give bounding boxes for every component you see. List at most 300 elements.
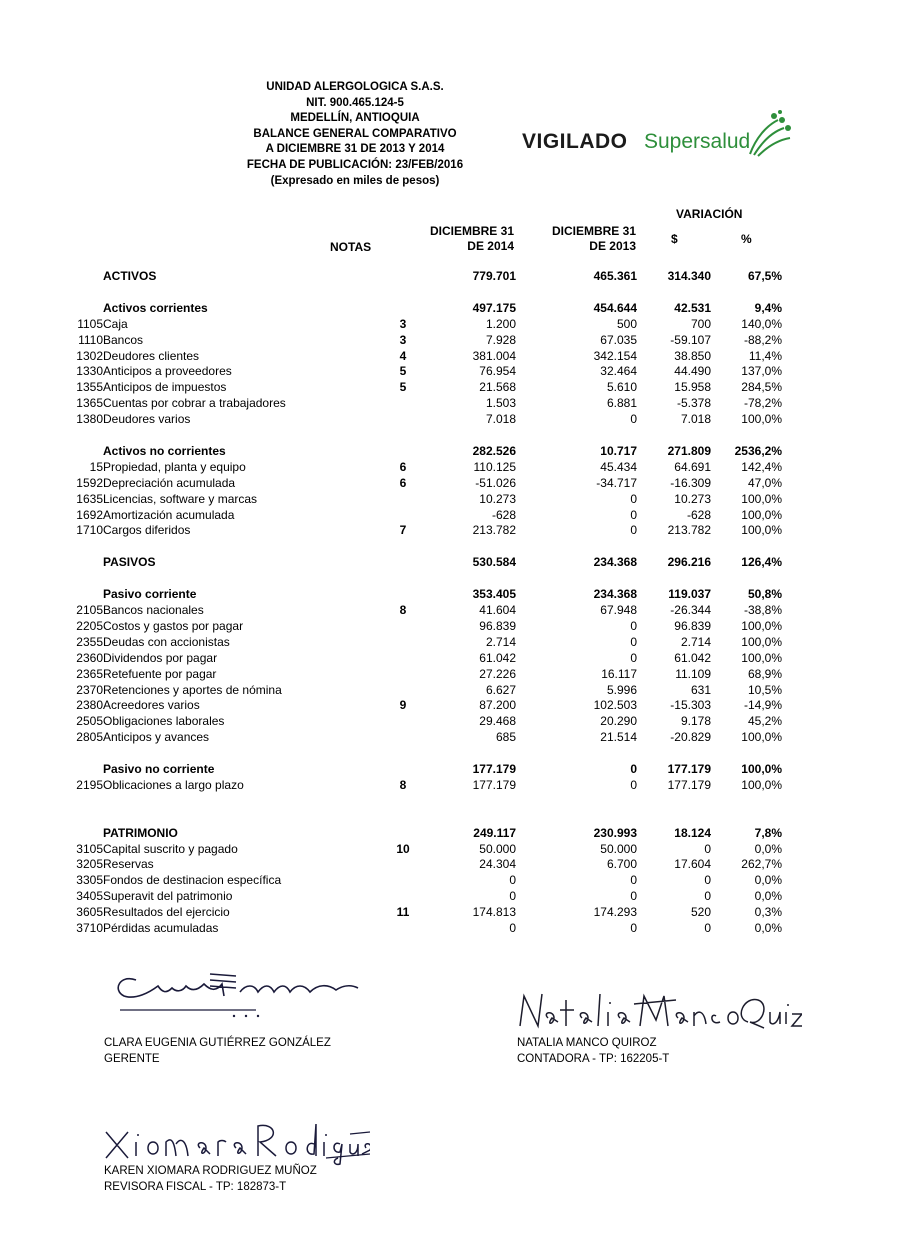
account-code: 1330 (76, 364, 103, 379)
variation-amount: -15.303 (670, 698, 711, 713)
publication-date: FECHA DE PUBLICACIÓN: 23/FEB/2016 (246, 158, 464, 171)
variation-percent: 10,5% (747, 682, 782, 697)
company-city: MEDELLÍN, ANTIOQUIA (290, 112, 420, 125)
account-note (373, 921, 433, 937)
account-row (48, 619, 782, 635)
variation-percent: 100,0% (741, 634, 782, 649)
variation-percent: 9,4% (754, 300, 782, 315)
variation-amount: 213.782 (667, 523, 711, 538)
spacer-row (48, 428, 782, 444)
variation-amount: 15.958 (674, 380, 711, 395)
account-code: 1710 (76, 523, 103, 538)
revisora-block (104, 1164, 317, 1195)
col-header-var-abs: $ (671, 232, 678, 246)
variation-amount: 296.216 (667, 555, 711, 570)
account-name: Reservas (103, 857, 154, 872)
account-note (373, 412, 433, 428)
account-note: 5 (399, 380, 407, 395)
variation-percent: 11,4% (748, 348, 782, 363)
account-name: Anticipos y avances (103, 730, 210, 745)
account-name: Superavit del patrimonio (103, 889, 233, 904)
account-row (48, 492, 782, 508)
account-code (48, 826, 103, 842)
variation-amount: -5.378 (676, 396, 711, 411)
account-name: Activos corrientes (103, 300, 208, 315)
company-name: UNIDAD ALERGOLOGICA S.A.S. (266, 81, 444, 93)
variation-amount: 631 (690, 682, 711, 697)
account-name: ACTIVOS (103, 269, 157, 283)
value-2013: 0 (630, 889, 637, 904)
value-2013: 21.514 (600, 730, 637, 745)
value-2013: 0 (630, 762, 637, 777)
report-title: BALANCE GENERAL COMPARATIVO (253, 127, 457, 140)
account-name: PASIVOS (103, 555, 156, 570)
variation-percent: 126,4% (741, 555, 782, 570)
account-note (373, 492, 433, 508)
account-name: Cargos diferidos (103, 523, 191, 538)
account-name: Deudas con accionistas (103, 634, 230, 649)
account-name: Depreciación acumulada (103, 475, 236, 490)
account-row (48, 698, 782, 714)
variation-amount: 314.340 (667, 269, 711, 283)
variation-amount: 18.124 (674, 825, 711, 840)
value-2013: 0 (630, 618, 637, 633)
account-name: Bancos nacionales (103, 602, 204, 617)
currency-note: (Expresado en miles de pesos) (270, 174, 440, 187)
value-2014: 96.839 (479, 618, 516, 633)
value-2014: 76.954 (479, 364, 516, 379)
value-2013: 0 (630, 491, 637, 506)
value-2013: 342.154 (593, 348, 637, 363)
account-note: 8 (399, 602, 407, 617)
gerente-block (104, 1036, 331, 1067)
account-note: 6 (399, 475, 407, 490)
variation-percent: 47,0% (747, 475, 782, 490)
account-code: 1380 (76, 412, 103, 427)
variation-amount: 271.809 (667, 443, 711, 458)
value-2014: -628 (491, 507, 516, 522)
value-2014: 7.018 (485, 412, 516, 427)
value-2014: 6.627 (485, 682, 516, 697)
value-2013: 230.993 (593, 825, 637, 840)
account-row (48, 380, 782, 396)
spacer-cell (48, 794, 782, 810)
value-2013: 50.000 (600, 841, 637, 856)
value-2013: 500 (616, 316, 637, 331)
account-note (373, 555, 433, 571)
account-code: 2105 (76, 602, 103, 617)
account-code: 3305 (76, 873, 103, 888)
account-note (373, 683, 433, 699)
value-2013: 0 (630, 650, 637, 665)
variation-amount: -59.107 (670, 332, 711, 347)
account-code: 3710 (76, 921, 103, 936)
account-row (48, 523, 782, 539)
account-row (48, 730, 782, 746)
account-row (48, 460, 782, 476)
variation-amount: 700 (690, 316, 711, 331)
account-note: 7 (399, 523, 407, 538)
account-row (48, 873, 782, 889)
variation-amount: 9.178 (680, 714, 711, 729)
account-name: Resultados del ejercicio (103, 905, 230, 920)
value-2014: 41.604 (479, 602, 516, 617)
account-code: 2205 (76, 618, 103, 633)
account-note (373, 730, 433, 746)
value-2014: 110.125 (473, 459, 516, 474)
account-code: 3605 (76, 905, 103, 920)
account-row (48, 842, 782, 858)
value-2014: 779.701 (472, 269, 516, 283)
value-2013: 5.996 (606, 682, 637, 697)
spacer-row (48, 746, 782, 762)
value-2013: 6.881 (606, 396, 637, 411)
value-2013: 0 (630, 412, 637, 427)
variation-percent: 100,0% (741, 730, 782, 745)
account-code: 2360 (76, 650, 103, 665)
account-code: 2505 (76, 714, 103, 729)
spacer-row (48, 794, 782, 810)
gerente-role: GERENTE (104, 1052, 160, 1065)
contadora-name: NATALIA MANCO QUIROZ (517, 1037, 657, 1049)
variation-percent: 284,5% (741, 380, 782, 395)
section-total-row (48, 555, 782, 571)
value-2014: 685 (495, 730, 516, 745)
variation-amount: -16.309 (670, 475, 711, 490)
value-2014: 177.179 (472, 762, 516, 777)
variation-amount: 96.839 (674, 618, 711, 633)
variation-percent: 0,0% (754, 873, 782, 888)
col-header-var-pct: % (741, 232, 752, 246)
variation-percent: 100,0% (741, 491, 782, 506)
account-note: 10 (396, 841, 410, 856)
report-period: A DICIEMBRE 31 DE 2013 Y 2014 (265, 143, 445, 156)
account-note (373, 587, 433, 603)
account-row (48, 778, 782, 794)
account-row (48, 508, 782, 524)
value-2013: 6.700 (606, 857, 637, 872)
balance-table (48, 269, 782, 937)
section-total-row (48, 301, 782, 317)
variation-percent: 142,4% (741, 459, 782, 474)
account-note (373, 396, 433, 412)
account-note (373, 873, 433, 889)
section-total-row (48, 826, 782, 842)
variation-percent: 2536,2% (734, 443, 782, 458)
variation-percent: 0,0% (754, 841, 782, 856)
account-code: 2805 (76, 730, 103, 745)
account-note (373, 269, 433, 285)
value-2014: 177.179 (472, 777, 516, 792)
value-2014: 7.928 (485, 332, 516, 347)
variation-amount: 0 (704, 873, 711, 888)
value-2014: 282.526 (472, 443, 516, 458)
value-2014: 29.468 (479, 714, 516, 729)
value-2013: 5.610 (606, 380, 637, 395)
account-code: 3405 (76, 889, 103, 904)
contadora-signature-icon (512, 988, 802, 1040)
value-2013: 0 (630, 634, 637, 649)
variation-amount: 2.714 (680, 634, 711, 649)
account-note (373, 651, 433, 667)
variation-percent: 100,0% (741, 777, 782, 792)
account-code (48, 269, 103, 285)
value-2013: 10.717 (600, 443, 637, 458)
variation-amount: -628 (686, 507, 711, 522)
variation-percent: 100,0% (741, 618, 782, 633)
account-note (373, 889, 433, 905)
account-code: 2355 (76, 634, 103, 649)
account-name: Fondos de destinacion específica (103, 873, 282, 888)
account-code: 3105 (76, 841, 103, 856)
variation-percent: -78,2% (743, 396, 782, 411)
variation-percent: 0,0% (754, 889, 782, 904)
variation-percent: 0,3% (754, 905, 782, 920)
account-name: Oblicaciones a largo plazo (103, 777, 244, 792)
revisora-signature-icon (100, 1114, 370, 1166)
account-name: Anticipos de impuestos (103, 380, 227, 395)
variation-percent: 45,2% (747, 714, 782, 729)
variation-amount: 0 (704, 889, 711, 904)
account-code: 2370 (76, 682, 103, 697)
value-2014: -51.026 (475, 475, 516, 490)
account-note (373, 667, 433, 683)
value-2014: 1.503 (485, 396, 516, 411)
account-row (48, 857, 782, 873)
account-row (48, 651, 782, 667)
variation-amount: 42.531 (674, 300, 711, 315)
account-code: 1355 (76, 380, 103, 395)
account-code (48, 587, 103, 603)
account-code (48, 555, 103, 571)
value-2013: 465.361 (593, 269, 637, 283)
variation-percent: 100,0% (741, 523, 782, 538)
company-nit: NIT. 900.465.124-5 (306, 96, 404, 109)
account-code: 1302 (76, 348, 103, 363)
variation-percent: 7,8% (754, 825, 782, 840)
account-code: 15 (89, 459, 103, 474)
account-row (48, 349, 782, 365)
variation-percent: -14,9% (743, 698, 782, 713)
col-header-notas: NOTAS (330, 240, 372, 254)
account-name: Costos y gastos por pagar (103, 618, 244, 633)
spacer-row (48, 539, 782, 555)
variation-amount: -26.344 (670, 602, 711, 617)
value-2013: 32.464 (600, 364, 637, 379)
account-note: 11 (396, 905, 410, 920)
account-row (48, 683, 782, 699)
account-note: 3 (399, 332, 407, 347)
col-header-2014-line1: DICIEMBRE 31 (429, 224, 514, 238)
variation-amount: 10.273 (674, 491, 711, 506)
account-row (48, 921, 782, 937)
value-2014: 1.200 (485, 316, 516, 331)
account-row (48, 635, 782, 651)
spacer-cell (48, 746, 782, 762)
account-note (373, 619, 433, 635)
account-name: Activos no corrientes (103, 443, 226, 458)
value-2014: 24.304 (479, 857, 516, 872)
account-row (48, 412, 782, 428)
variation-amount: 44.490 (674, 364, 711, 379)
account-name: Amortización acumulada (103, 507, 235, 522)
value-2013: 174.293 (593, 905, 637, 920)
variation-amount: 0 (704, 841, 711, 856)
vigilado-label: VIGILADO (522, 130, 628, 153)
account-row (48, 476, 782, 492)
col-header-2014 (410, 224, 514, 254)
gerente-name: CLARA EUGENIA GUTIÉRREZ GONZÁLEZ (104, 1037, 331, 1049)
account-name: Retefuente por pagar (103, 666, 217, 681)
account-name: Deudores varios (103, 412, 191, 427)
variation-percent: 100,0% (741, 650, 782, 665)
value-2014: 0 (509, 873, 516, 888)
variation-percent: 50,8% (747, 587, 782, 602)
value-2014: 50.000 (479, 841, 516, 856)
account-row (48, 396, 782, 412)
variation-amount: 177.179 (667, 762, 711, 777)
account-note (373, 444, 433, 460)
account-name: Deudores clientes (103, 348, 200, 363)
variation-amount: 7.018 (680, 412, 711, 427)
account-note: 5 (399, 364, 407, 379)
value-2014: 381.004 (472, 348, 516, 363)
account-note: 8 (399, 777, 407, 792)
value-2014: 27.226 (479, 666, 516, 681)
value-2013: 0 (630, 777, 637, 792)
value-2014: 174.813 (472, 905, 516, 920)
variation-percent: -88,2% (743, 332, 782, 347)
variation-amount: 17.604 (674, 857, 711, 872)
variation-percent: -38,8% (743, 602, 782, 617)
account-code: 1105 (77, 316, 103, 331)
account-row (48, 905, 782, 921)
col-header-2014-line2: DE 2014 (467, 239, 514, 253)
account-row (48, 889, 782, 905)
col-header-variacion: VARIACIÓN (676, 207, 743, 221)
col-header-2013-line2: DE 2013 (589, 239, 636, 253)
value-2014: 249.117 (473, 825, 516, 840)
account-note (373, 857, 433, 873)
spacer-cell (48, 810, 782, 826)
account-note: 9 (399, 698, 407, 713)
account-name: Propiedad, planta y equipo (103, 459, 246, 474)
spacer-cell (48, 539, 782, 555)
gerente-signature-icon (106, 962, 376, 1022)
account-name: Pasivo no corriente (103, 762, 215, 777)
supersalud-label: Supersalud (644, 130, 751, 153)
account-note: 4 (399, 348, 407, 363)
value-2013: 67.035 (600, 332, 637, 347)
value-2013: 45.434 (600, 459, 637, 474)
col-header-2013 (530, 224, 636, 254)
variation-percent: 137,0% (741, 364, 782, 379)
value-2014: 353.405 (472, 587, 516, 602)
supersalud-swoosh-icon (744, 108, 796, 158)
spacer-cell (48, 428, 782, 444)
account-name: Dividendos por pagar (103, 650, 218, 665)
variation-amount: 38.850 (674, 348, 711, 363)
account-name: Cuentas por cobrar a trabajadores (103, 396, 286, 411)
section-total-row (48, 587, 782, 603)
variation-percent: 0,0% (754, 921, 782, 936)
account-name: Pasivo corriente (103, 587, 197, 602)
spacer-row (48, 810, 782, 826)
value-2013: 16.117 (601, 666, 637, 681)
variation-amount: 520 (690, 905, 711, 920)
variation-amount: 119.037 (668, 587, 711, 602)
account-code (48, 444, 103, 460)
account-note (373, 635, 433, 651)
value-2013: 234.368 (593, 587, 637, 602)
account-note (373, 508, 433, 524)
value-2014: 10.273 (479, 491, 516, 506)
variation-percent: 140,0% (741, 316, 782, 331)
account-note (373, 762, 433, 778)
section-total-row (48, 444, 782, 460)
account-code: 1692 (76, 507, 103, 522)
variation-percent: 68,9% (747, 666, 782, 681)
variation-amount: 0 (704, 921, 711, 936)
value-2013: 454.644 (593, 300, 637, 315)
account-row (48, 667, 782, 683)
variation-percent: 67,5% (747, 269, 782, 283)
value-2014: 213.782 (472, 523, 516, 538)
account-row (48, 364, 782, 380)
account-code (48, 301, 103, 317)
value-2013: 0 (630, 507, 637, 522)
variation-percent: 100,0% (741, 507, 782, 522)
account-name: Obligaciones laborales (103, 714, 225, 729)
spacer-row (48, 571, 782, 587)
section-total-row (48, 269, 782, 285)
spacer-cell (48, 571, 782, 587)
variation-amount: 61.042 (674, 650, 711, 665)
value-2013: 0 (630, 921, 637, 936)
value-2013: 0 (630, 523, 637, 538)
value-2013: 0 (630, 873, 637, 888)
account-code: 2195 (76, 777, 103, 792)
account-code (48, 762, 103, 778)
account-name: Anticipos a proveedores (103, 364, 232, 379)
account-code: 2365 (76, 666, 103, 681)
account-name: Acreedores varios (103, 698, 200, 713)
account-name: Bancos (103, 332, 144, 347)
account-name: PATRIMONIO (103, 825, 178, 840)
account-code: 1365 (76, 396, 103, 411)
account-row (48, 317, 782, 333)
account-code: 1635 (76, 491, 103, 506)
contadora-role: CONTADORA - TP: 162205-T (517, 1052, 670, 1065)
spacer-row (48, 285, 782, 301)
account-code: 1110 (78, 332, 103, 347)
value-2014: 87.200 (479, 698, 516, 713)
value-2014: 497.175 (472, 300, 516, 315)
value-2014: 21.568 (479, 380, 516, 395)
revisora-name: KAREN XIOMARA RODRIGUEZ MUÑOZ (104, 1165, 317, 1177)
account-name: Capital suscrito y pagado (103, 841, 238, 856)
account-note: 6 (399, 459, 407, 474)
value-2013: 67.948 (600, 602, 637, 617)
value-2014: 61.042 (479, 650, 516, 665)
variation-percent: 100,0% (741, 412, 782, 427)
account-name: Caja (103, 316, 128, 331)
account-note (373, 301, 433, 317)
variation-amount: -20.829 (670, 730, 711, 745)
account-name: Retenciones y aportes de nómina (103, 682, 282, 697)
variation-percent: 262,7% (741, 857, 782, 872)
value-2013: 234.368 (593, 555, 637, 570)
